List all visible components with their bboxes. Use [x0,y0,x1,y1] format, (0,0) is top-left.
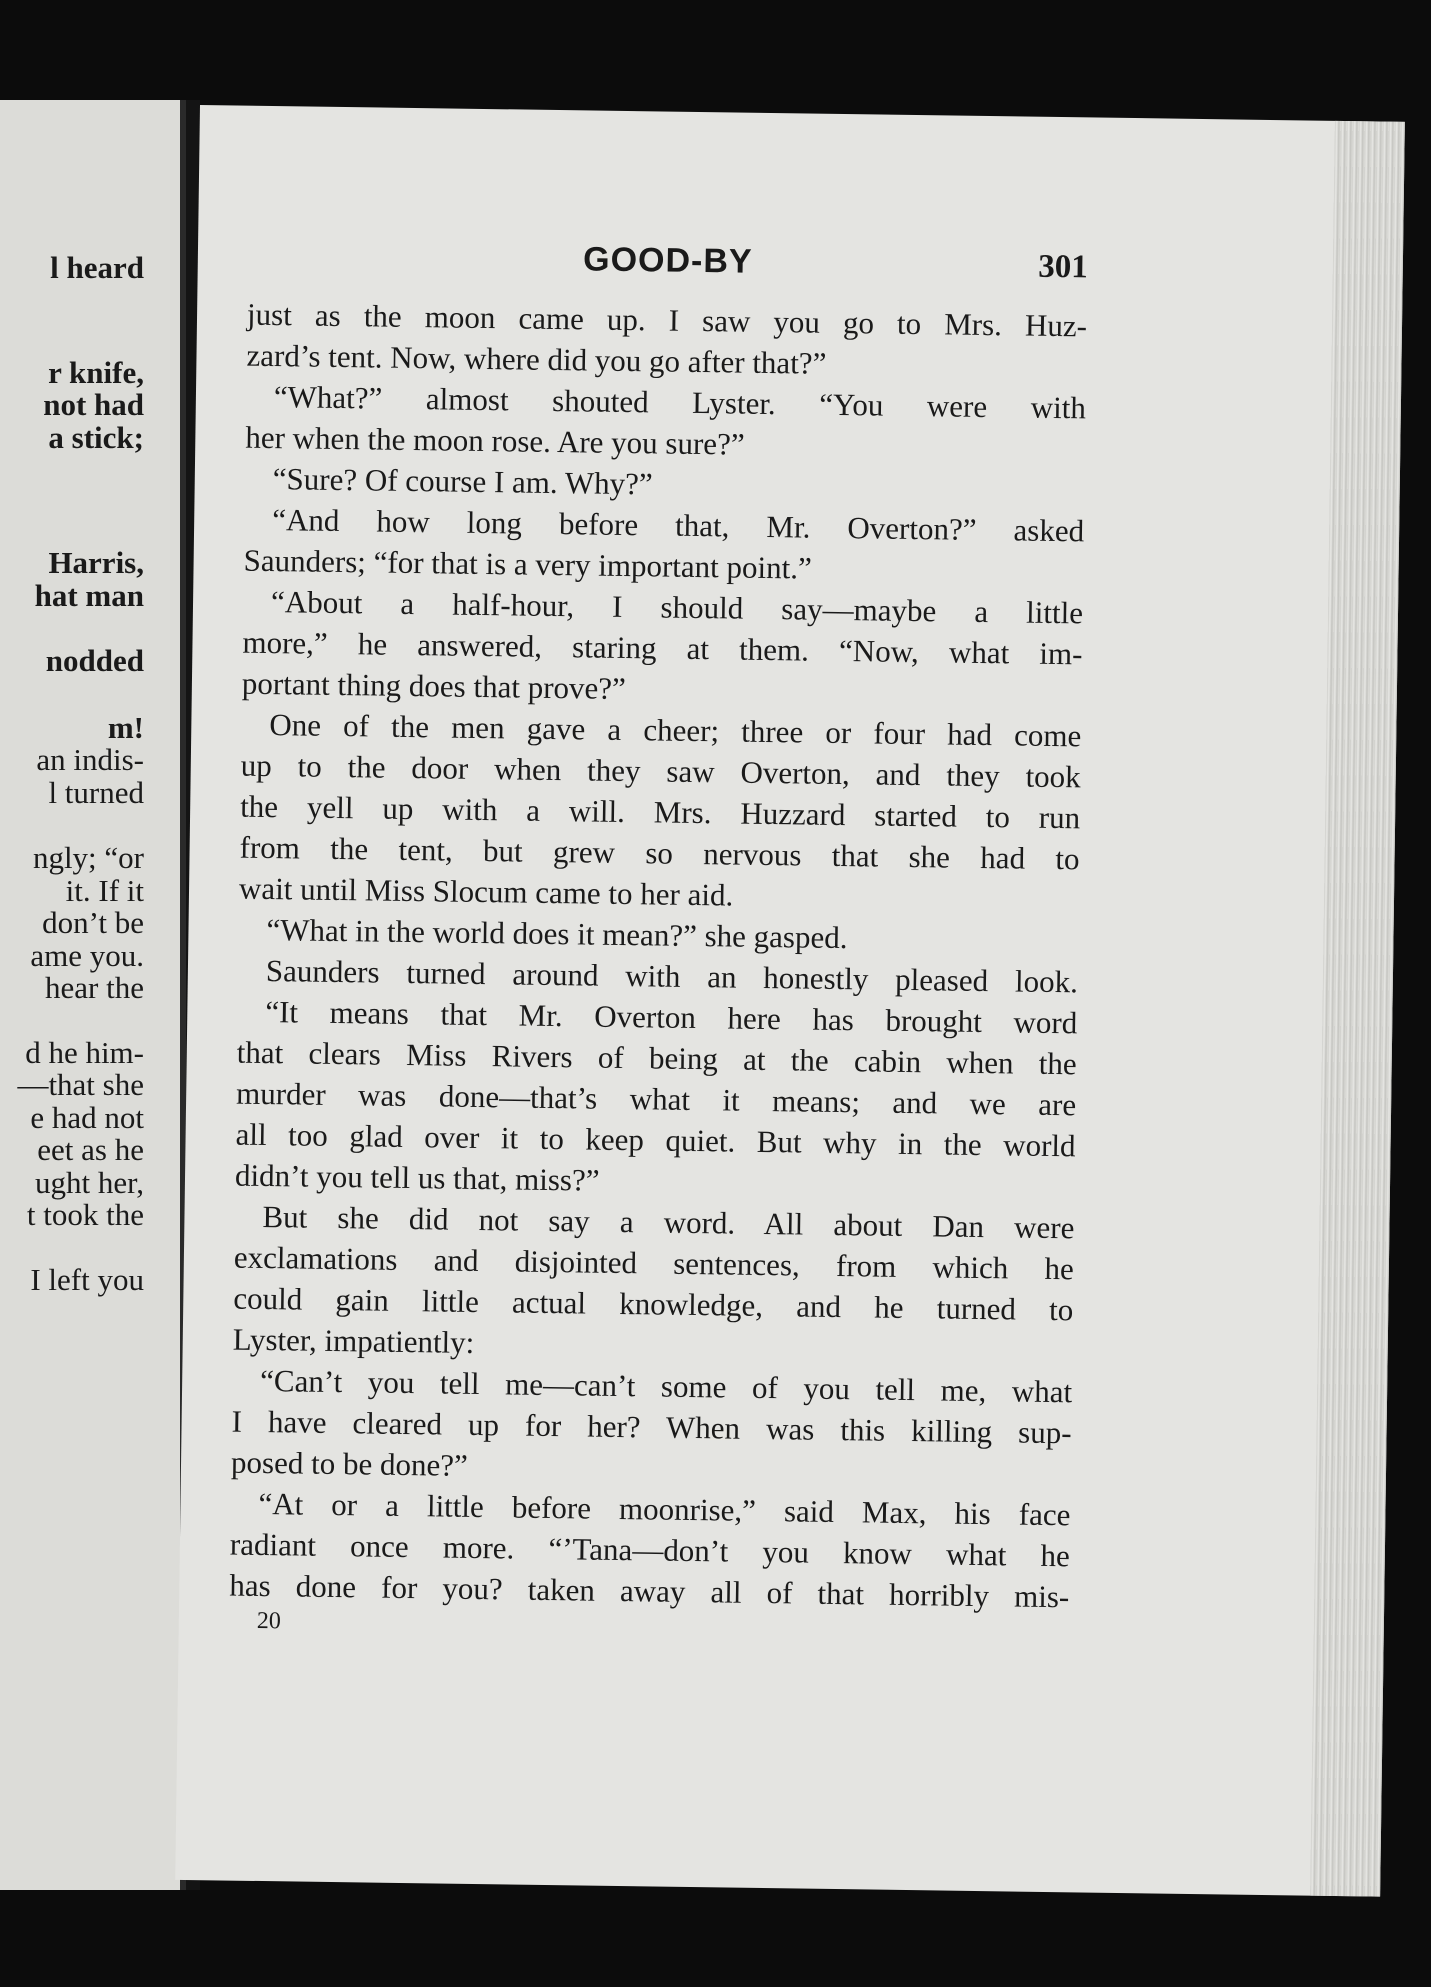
text-line: “About a half-hour, I should say—maybe a little [270,584,1084,631]
right-page [175,105,1405,1897]
text-line: just as the moon came up. I saw you go to Mrs. Huz- [246,296,1088,344]
signature-mark: 20 [256,1607,282,1635]
left-page-fragment: it. If it [65,873,144,908]
left-page-fragment: an indis- [36,742,144,777]
text-line: zard’s tent. Now, where did you go after that?” [246,337,827,381]
left-page-fragment: l turned [48,775,144,810]
text-line: up to the door when they saw Overton, and they took [240,747,1081,795]
text-line: But she did not say a word. All about Dan were [262,1198,1075,1246]
text-line: One of the men gave a cheer; three or four had come [269,707,1082,754]
left-page [0,100,186,1890]
text-line: the yell up with a will. Mrs. Huzzard started to run [239,788,1081,836]
left-page-fragment: eet as he [37,1132,144,1167]
text-line: “At or a little before moonrise,” said Max, his face [258,1485,1071,1533]
text-line: I have cleared up for her? When was this killing sup- [231,1403,1072,1451]
text-block [229,236,1088,1647]
text-line: “What?” almost shouted Lyster. “You were with [273,379,1087,426]
text-line: Saunders; “for that is a very important point.” [243,542,813,586]
left-page-fragment: hear the [45,970,144,1005]
body-text [229,294,1087,1618]
text-line: portant thing does that prove?” [241,665,627,707]
page-edge [1310,121,1405,1897]
text-line: that clears Miss Rivers of being at the cabin when the [236,1034,1077,1082]
text-line: radiant once more. “’Tana—don’t you know what he [229,1526,1071,1574]
text-line: Lyster, impatiently: [232,1321,475,1360]
left-page-fragment: not had [43,387,144,422]
text-line: has done for you? taken away all of that horribly mis- [229,1567,1070,1615]
text-line: posed to be done?” [230,1444,469,1483]
text-line: murder was done—that’s what it means; and we are [235,1075,1077,1123]
left-page-fragment: I left you [30,1262,144,1297]
text-line: Saunders turned around with an honestly pleased look. [265,953,1079,1000]
left-page-fragment: nodded [45,643,144,678]
left-page-fragment: e had not [30,1100,144,1135]
left-page-fragment: l heard [50,250,144,285]
text-line: exclamations and disjointed sentences, from which he [233,1239,1075,1287]
left-page-fragment: hat man [34,578,144,613]
text-line: “What in the world does it mean?” she gasped. [266,912,848,956]
left-page-fragment: Harris, [48,545,144,580]
left-page-fragment: ught her, [35,1165,144,1200]
text-line: “Sure? Of course I am. Why?” [272,461,653,502]
left-page-fragment: r knife, [48,355,144,390]
page-number: 301 [1038,248,1089,286]
text-line: could gain little actual knowledge, and he turned to [233,1280,1074,1328]
left-page-fragment: d he him- [25,1035,144,1070]
running-head: GOOD-BY [582,240,753,281]
left-page-fragment: ame you. [30,938,144,973]
left-page-fragment: don’t be [42,905,144,940]
text-line: more,” he answered, staring at them. “Now, what im- [242,624,1083,672]
text-line: “And how long before that, Mr. Overton?” asked [271,502,1085,549]
text-line: her when the moon rose. Are you sure?” [245,419,745,462]
text-line: from the tent, but grew so nervous that she had to [239,829,1080,877]
left-page-fragment: t took the [26,1197,144,1232]
left-page-fragment: m! [107,710,144,745]
left-page-fragment: ngly; “or [32,840,144,875]
left-page-fragment: a stick; [48,420,144,455]
text-line: “Can’t you tell me—can’t some of you tell me, what [259,1362,1073,1410]
page-header [247,236,1088,298]
text-line: all too glad over it to keep quiet. But why in the world [235,1116,1076,1164]
text-line: didn’t you tell us that, miss?” [234,1157,600,1198]
text-line: “It means that Mr. Overton here has brought word [265,994,1078,1041]
left-page-fragment: —that she [17,1067,144,1102]
text-line: wait until Miss Slocum came to her aid. [238,870,734,913]
